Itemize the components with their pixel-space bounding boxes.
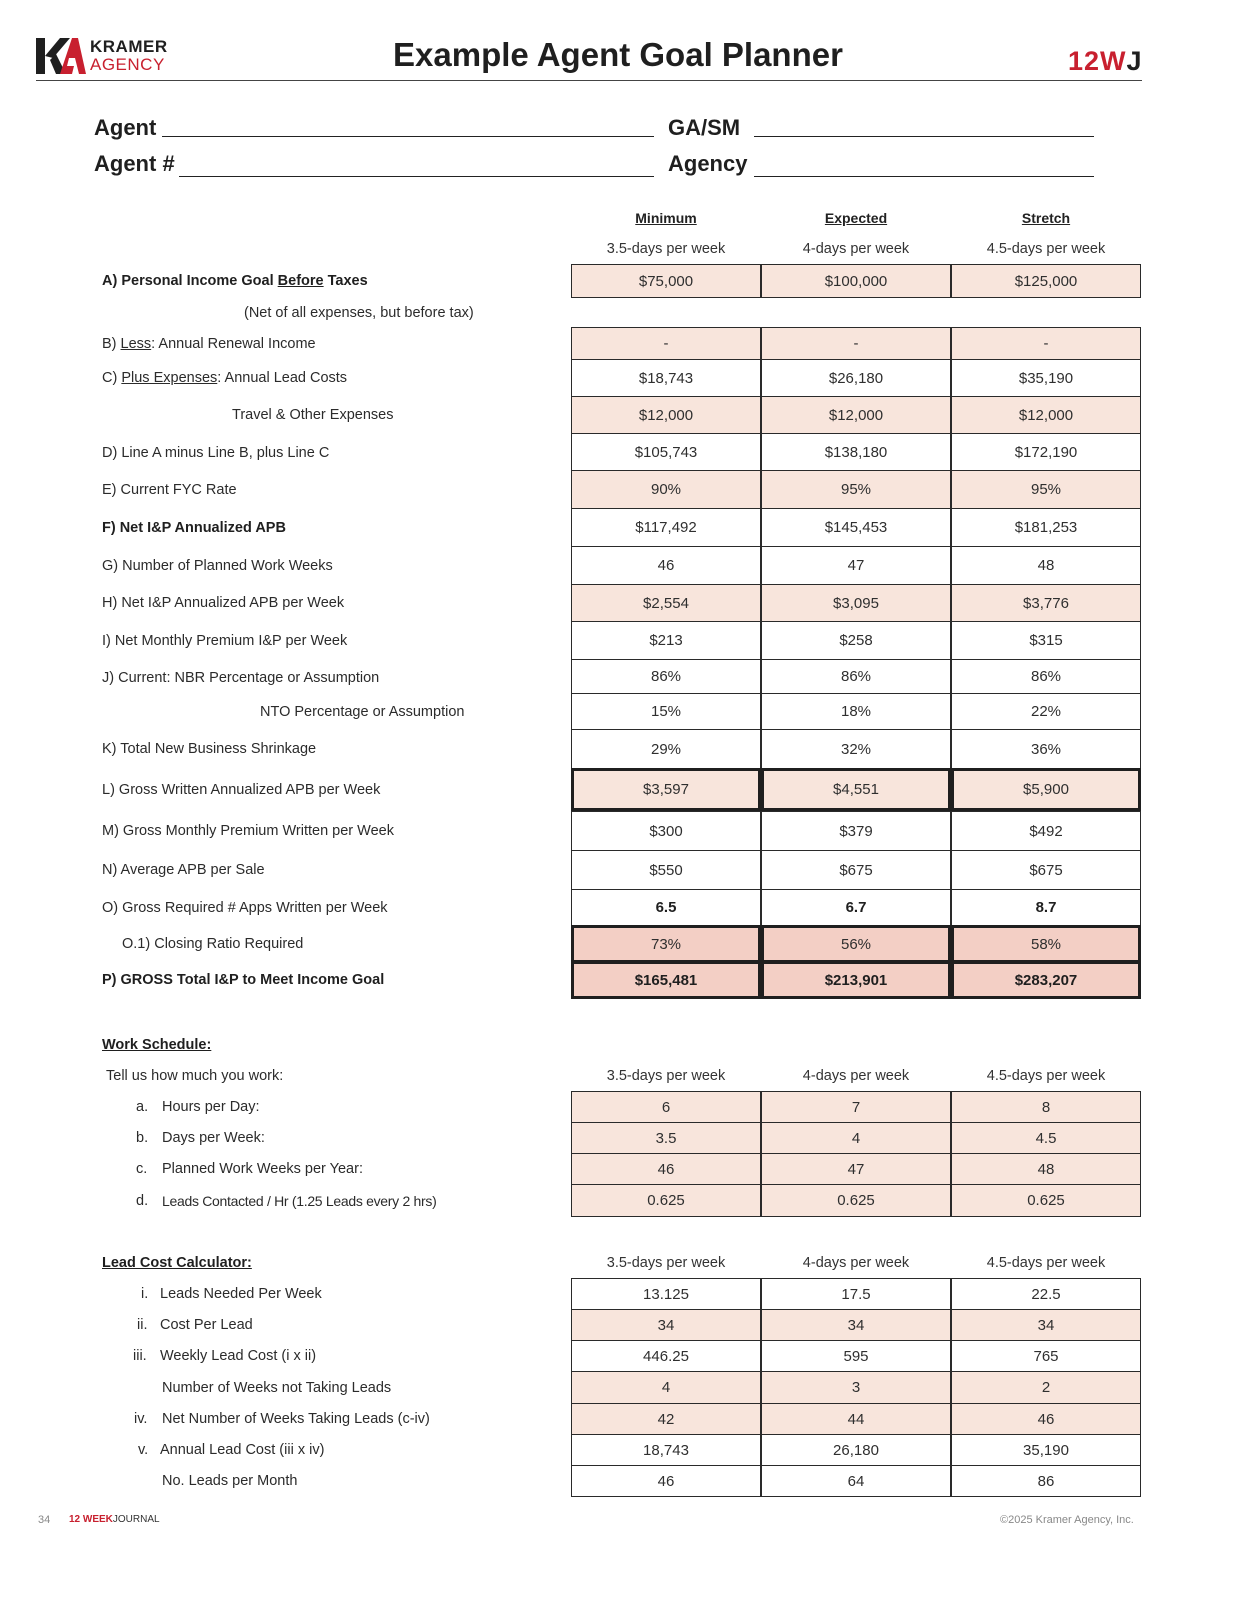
col-header-minimum: Minimum xyxy=(635,210,697,226)
cell-o-min[interactable]: 6.5 xyxy=(571,889,761,926)
cell-a-min[interactable]: $75,000 xyxy=(571,264,761,298)
cell-n-min[interactable]: $550 xyxy=(571,850,761,890)
header-divider xyxy=(36,80,1142,81)
cell-k-str[interactable]: 36% xyxy=(951,729,1141,769)
agency-label: Agency xyxy=(668,151,748,176)
agent-number-input-line[interactable] xyxy=(179,176,654,177)
page-number: 34 xyxy=(38,1514,51,1526)
cell-a-exp[interactable]: $100,000 xyxy=(761,264,951,298)
cell-a-str[interactable]: $125,000 xyxy=(951,264,1141,298)
cell-l-exp[interactable]: $4,551 xyxy=(761,768,951,811)
ws-label-hours: Hours per Day: xyxy=(162,1099,260,1115)
ws-label-days: Days per Week: xyxy=(162,1130,265,1146)
cell-l-min[interactable]: $3,597 xyxy=(571,768,761,811)
ws-label-weeks: Planned Work Weeks per Year: xyxy=(162,1161,363,1177)
lc-days-stretch: 4.5-days per week xyxy=(986,1255,1106,1271)
lc-cell-iii-str[interactable]: 765 xyxy=(951,1340,1141,1372)
lc-cell-iii-min[interactable]: 446.25 xyxy=(571,1340,761,1372)
lc-label-net-weeks: Net Number of Weeks Taking Leads (c-iv) xyxy=(162,1411,430,1427)
cell-j-str[interactable]: 86% xyxy=(951,659,1141,694)
ws-cell-d-str[interactable]: 0.625 xyxy=(951,1184,1141,1217)
cell-i-str[interactable]: $315 xyxy=(951,621,1141,660)
cell-h-min[interactable]: $2,554 xyxy=(571,584,761,622)
cell-p-str[interactable]: $283,207 xyxy=(951,961,1141,999)
cell-e-exp[interactable]: 95% xyxy=(761,470,951,509)
agent-input-line[interactable] xyxy=(162,136,654,137)
lc-label-weekly-cost: Weekly Lead Cost (i x ii) xyxy=(160,1348,317,1364)
ws-cell-b-exp[interactable]: 4 xyxy=(761,1122,951,1154)
ws-letter-c: c. xyxy=(136,1161,148,1177)
cell-g-min[interactable]: 46 xyxy=(571,546,761,585)
row-label-d: D) Line A minus Line B, plus Line C xyxy=(102,445,330,461)
agent-label: Agent xyxy=(94,115,157,140)
lc-cell-v-exp[interactable]: 26,180 xyxy=(761,1434,951,1466)
cell-k-min[interactable]: 29% xyxy=(571,729,761,769)
ws-cell-a-exp[interactable]: 7 xyxy=(761,1091,951,1123)
logo-line2: AGENCY xyxy=(90,55,165,74)
cell-p-min[interactable]: $165,481 xyxy=(571,961,761,999)
cell-nto-str[interactable]: 22% xyxy=(951,693,1141,730)
cell-h-str[interactable]: $3,776 xyxy=(951,584,1141,622)
row-label-l: L) Gross Written Annualized APB per Week xyxy=(102,782,381,798)
cell-e-min[interactable]: 90% xyxy=(571,470,761,509)
lc-cell-i-min[interactable]: 13.125 xyxy=(571,1278,761,1310)
work-schedule-intro: Tell us how much you work: xyxy=(106,1068,284,1084)
logo-line1: KRAMER xyxy=(90,37,168,56)
lc-label-cost-per-lead: Cost Per Lead xyxy=(160,1317,253,1333)
cell-n-str[interactable]: $675 xyxy=(951,850,1141,890)
lc-cell-ii-exp[interactable]: 34 xyxy=(761,1309,951,1341)
page-title: Example Agent Goal Planner xyxy=(393,36,843,73)
agent-number-label: Agent # xyxy=(94,151,175,176)
cell-e-str[interactable]: 95% xyxy=(951,470,1141,509)
lc-cell-iv-exp[interactable]: 44 xyxy=(761,1403,951,1435)
row-label-b: B) Less: Annual Renewal Income xyxy=(102,336,316,352)
badge-main: 12W xyxy=(1068,46,1127,76)
row-label-j: J) Current: NBR Percentage or Assumption xyxy=(102,670,380,686)
work-schedule-title: Work Schedule: xyxy=(102,1037,212,1053)
row-label-g: G) Number of Planned Work Weeks xyxy=(102,558,333,574)
lc-label-leads-needed: Leads Needed Per Week xyxy=(160,1286,322,1302)
cell-o1-min[interactable]: 73% xyxy=(571,925,761,963)
cell-b-exp[interactable]: - xyxy=(761,327,951,360)
cell-m-exp[interactable]: $379 xyxy=(761,811,951,851)
copyright: ©2025 Kramer Agency, Inc. xyxy=(1000,1514,1134,1526)
row-label-c: C) Plus Expenses: Annual Lead Costs xyxy=(102,370,348,386)
lc-cell-month-str[interactable]: 86 xyxy=(951,1465,1141,1497)
lc-cell-iv-min[interactable]: 42 xyxy=(571,1403,761,1435)
lc-cell-v-str[interactable]: 35,190 xyxy=(951,1434,1141,1466)
row-label-n: N) Average APB per Sale xyxy=(102,862,265,878)
lc-label-annual-cost: Annual Lead Cost (iii x iv) xyxy=(160,1442,325,1458)
cell-c-min[interactable]: $18,743 xyxy=(571,359,761,397)
lc-days-expected: 4-days per week xyxy=(802,1255,910,1271)
lc-letter-v: v. xyxy=(138,1442,149,1458)
cell-g-str[interactable]: 48 xyxy=(951,546,1141,585)
cell-o-exp[interactable]: 6.7 xyxy=(761,889,951,926)
row-label-p: P) GROSS Total I&P to Meet Income Goal xyxy=(102,972,385,988)
row-label-nto: NTO Percentage or Assumption xyxy=(260,704,465,720)
cell-nto-min[interactable]: 15% xyxy=(571,693,761,730)
lc-label-leads-per-month: No. Leads per Month xyxy=(162,1473,298,1489)
col-days-expected: 4-days per week xyxy=(802,241,910,257)
cell-travel-str[interactable]: $12,000 xyxy=(951,396,1141,434)
lc-letter-i: i. xyxy=(141,1286,149,1302)
lc-label-weeks-not-taking: Number of Weeks not Taking Leads xyxy=(162,1380,392,1396)
cell-o1-str[interactable]: 58% xyxy=(951,925,1141,963)
row-label-o1: O.1) Closing Ratio Required xyxy=(122,936,304,952)
ws-letter-b: b. xyxy=(136,1130,149,1146)
ws-cell-b-min[interactable]: 3.5 xyxy=(571,1122,761,1154)
cell-j-min[interactable]: 86% xyxy=(571,659,761,694)
journal-badge xyxy=(1068,46,1143,77)
lc-cell-notweeks-str[interactable]: 2 xyxy=(951,1371,1141,1404)
row-label-f: F) Net I&P Annualized APB xyxy=(102,520,286,536)
cell-nto-exp[interactable]: 18% xyxy=(761,693,951,730)
gasm-label: GA/SM xyxy=(668,115,741,140)
lc-letter-iii: iii. xyxy=(133,1348,147,1364)
cell-k-exp[interactable]: 32% xyxy=(761,729,951,769)
lc-cell-v-min[interactable]: 18,743 xyxy=(571,1434,761,1466)
ws-days-minimum: 3.5-days per week xyxy=(606,1068,726,1084)
cell-d-str[interactable]: $172,190 xyxy=(951,433,1141,471)
lc-cell-iii-exp[interactable]: 595 xyxy=(761,1340,951,1372)
cell-f-min[interactable]: $117,492 xyxy=(571,508,761,547)
row-label-i: I) Net Monthly Premium I&P per Week xyxy=(102,633,348,649)
cell-m-str[interactable]: $492 xyxy=(951,811,1141,851)
cell-o-str[interactable]: 8.7 xyxy=(951,889,1141,926)
ws-label-leads: Leads Contacted / Hr (1.25 Leads every 2 hrs) xyxy=(162,1193,437,1209)
row-label-o: O) Gross Required # Apps Written per Week xyxy=(102,900,388,916)
lc-cell-ii-str[interactable]: 34 xyxy=(951,1309,1141,1341)
lc-cell-notweeks-exp[interactable]: 3 xyxy=(761,1371,951,1404)
cell-l-str[interactable]: $5,900 xyxy=(951,768,1141,811)
row-label-a: A) Personal Income Goal Before Taxes xyxy=(102,273,368,289)
ws-cell-d-exp[interactable]: 0.625 xyxy=(761,1184,951,1217)
footer-brand-rest: JOURNAL xyxy=(112,1514,160,1525)
lc-cell-i-exp[interactable]: 17.5 xyxy=(761,1278,951,1310)
cell-b-min[interactable]: - xyxy=(571,327,761,360)
cell-i-min[interactable]: $213 xyxy=(571,621,761,660)
agency-input-line[interactable] xyxy=(754,176,1094,177)
cell-n-exp[interactable]: $675 xyxy=(761,850,951,890)
col-header-expected: Expected xyxy=(824,210,888,226)
ws-cell-c-str[interactable]: 48 xyxy=(951,1153,1141,1185)
footer-brand xyxy=(69,1514,160,1525)
lc-cell-ii-min[interactable]: 34 xyxy=(571,1309,761,1341)
ws-days-stretch: 4.5-days per week xyxy=(986,1068,1106,1084)
lc-cell-month-exp[interactable]: 64 xyxy=(761,1465,951,1497)
ws-cell-a-str[interactable]: 8 xyxy=(951,1091,1141,1123)
lc-cell-iv-str[interactable]: 46 xyxy=(951,1403,1141,1435)
cell-b-str[interactable]: - xyxy=(951,327,1141,360)
cell-o1-exp[interactable]: 56% xyxy=(761,925,951,963)
cell-f-str[interactable]: $181,253 xyxy=(951,508,1141,547)
row-label-k: K) Total New Business Shrinkage xyxy=(102,741,317,757)
ws-letter-a: a. xyxy=(136,1099,149,1115)
cell-j-exp[interactable]: 86% xyxy=(761,659,951,694)
lc-letter-ii: ii. xyxy=(137,1317,148,1333)
ws-letter-d: d. xyxy=(136,1193,149,1209)
cell-c-str[interactable]: $35,190 xyxy=(951,359,1141,397)
cell-c-exp[interactable]: $26,180 xyxy=(761,359,951,397)
cell-p-exp[interactable]: $213,901 xyxy=(761,961,951,999)
lead-cost-title: Lead Cost Calculator: xyxy=(102,1255,252,1271)
cell-g-exp[interactable]: 47 xyxy=(761,546,951,585)
lc-days-minimum: 3.5-days per week xyxy=(606,1255,726,1271)
cell-i-exp[interactable]: $258 xyxy=(761,621,951,660)
lc-cell-i-str[interactable]: 22.5 xyxy=(951,1278,1141,1310)
row-label-travel: Travel & Other Expenses xyxy=(232,407,394,423)
cell-travel-exp[interactable]: $12,000 xyxy=(761,396,951,434)
col-days-minimum: 3.5-days per week xyxy=(606,241,726,257)
gasm-input-line[interactable] xyxy=(754,136,1094,137)
cell-m-min[interactable]: $300 xyxy=(571,811,761,851)
ws-cell-b-str[interactable]: 4.5 xyxy=(951,1122,1141,1154)
ws-cell-c-min[interactable]: 46 xyxy=(571,1153,761,1185)
lc-letter-iv: iv. xyxy=(134,1411,148,1427)
cell-d-min[interactable]: $105,743 xyxy=(571,433,761,471)
cell-f-exp[interactable]: $145,453 xyxy=(761,508,951,547)
badge-tail: J xyxy=(1126,46,1143,76)
ws-days-expected: 4-days per week xyxy=(802,1068,910,1084)
lc-cell-notweeks-min[interactable]: 4 xyxy=(571,1371,761,1404)
row-label-h: H) Net I&P Annualized APB per Week xyxy=(102,595,345,611)
row-label-e: E) Current FYC Rate xyxy=(102,482,237,498)
col-header-stretch: Stretch xyxy=(1021,210,1071,226)
cell-h-exp[interactable]: $3,095 xyxy=(761,584,951,622)
cell-d-exp[interactable]: $138,180 xyxy=(761,433,951,471)
row-label-m: M) Gross Monthly Premium Written per Week xyxy=(102,823,394,839)
ws-cell-a-min[interactable]: 6 xyxy=(571,1091,761,1123)
col-days-stretch: 4.5-days per week xyxy=(986,241,1106,257)
cell-travel-min[interactable]: $12,000 xyxy=(571,396,761,434)
ws-cell-d-min[interactable]: 0.625 xyxy=(571,1184,761,1217)
ws-cell-c-exp[interactable]: 47 xyxy=(761,1153,951,1185)
footer-brand-red: 12 WEEK xyxy=(69,1514,113,1525)
row-note-net-of-expenses: (Net of all expenses, but before tax) xyxy=(244,305,474,321)
lc-cell-month-min[interactable]: 46 xyxy=(571,1465,761,1497)
